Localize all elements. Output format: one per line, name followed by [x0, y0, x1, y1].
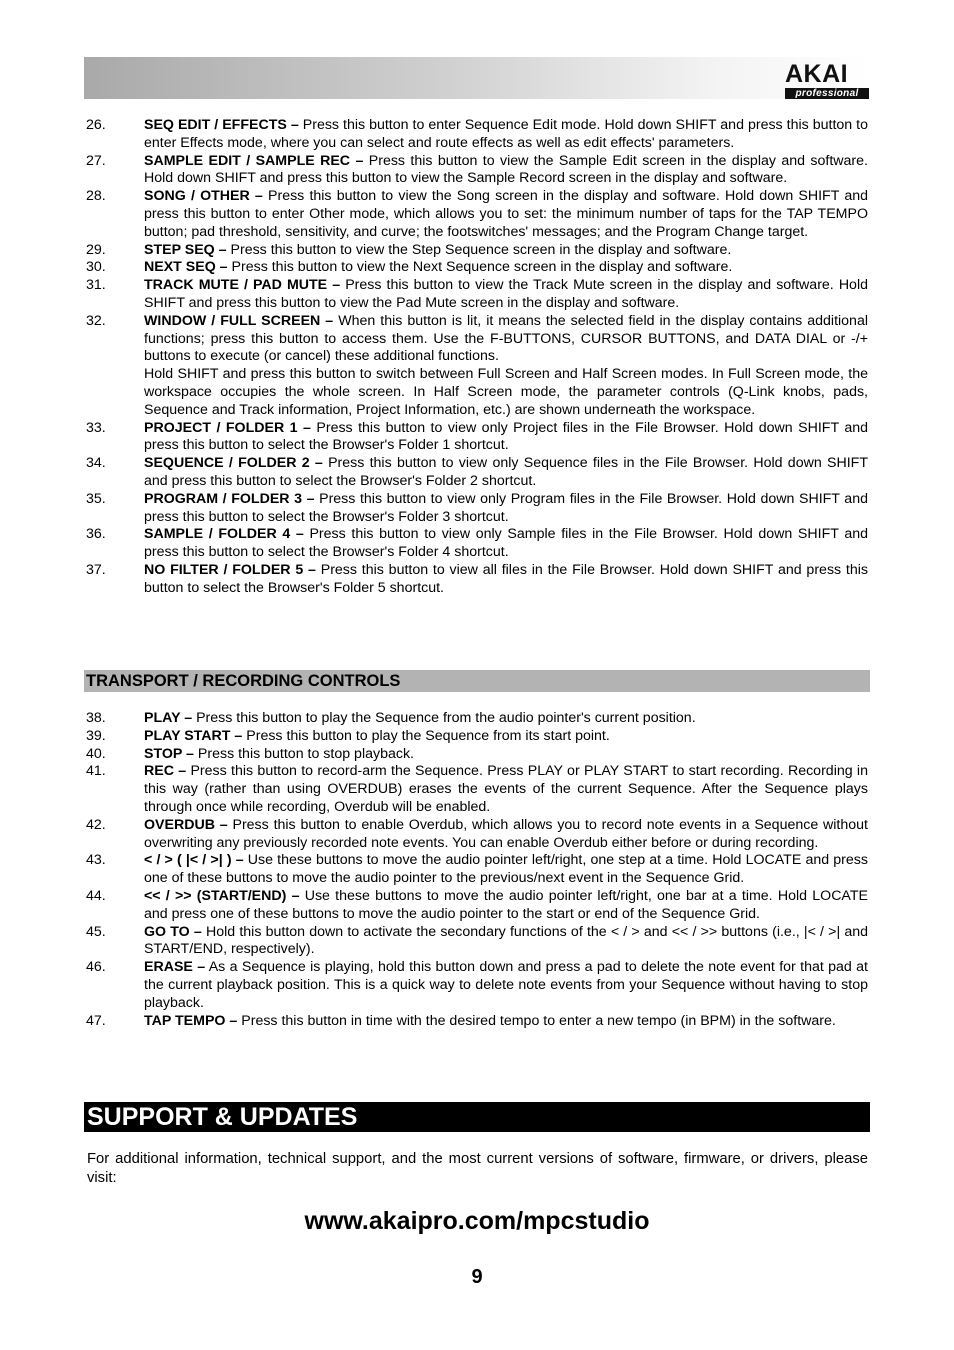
item-description: Use these buttons to move the audio pointer left/right, one bar at a time. Hold LOCATE and press one of these buttons to move the audio pointer to the start or end of the Sequence Grid. [144, 887, 868, 922]
item-text [144, 313, 868, 420]
item-paragraph [144, 117, 868, 153]
item-number: 26. [86, 117, 106, 133]
item-paragraph [144, 277, 868, 313]
item-number: 46. [86, 959, 106, 976]
item-text [144, 1013, 868, 1031]
item-paragraph [144, 242, 868, 260]
item-paragraph [144, 710, 868, 728]
item-title: TAP TEMPO – [144, 1012, 238, 1029]
item-paragraph [144, 746, 868, 764]
item-title: GO TO – [144, 923, 202, 940]
item-paragraph [144, 259, 868, 277]
item-title: TRACK MUTE / PAD MUTE – [144, 277, 341, 294]
item-paragraph [144, 420, 868, 456]
list-item [86, 277, 868, 313]
item-description: Press this button to view the Step Sequence screen in the display and software. [230, 241, 732, 258]
item-paragraph [144, 455, 868, 491]
controls-list-b [86, 710, 868, 1030]
list-item [86, 242, 868, 260]
item-text [144, 817, 868, 853]
item-title: STOP – [144, 745, 194, 762]
item-text [144, 188, 868, 241]
item-paragraph [144, 526, 868, 562]
item-description: When this button is lit, it means the selected field in the display contains additional functions; press this button to access them. Use the F-BUTTONS, CURSOR BUTTONS, and DATA DIAL or -/+ buttons to execute (or cancel) these additional functions. [144, 312, 868, 365]
list-item [86, 924, 868, 960]
item-description: Press this button to view the Sample Edit screen in the display and software. Hold down SHIFT and press this button to view the Sample Record screen in the display and software. [144, 152, 868, 187]
item-description: Press this button to record-arm the Sequence. Press PLAY or PLAY START to start recording. Recording in this way (rather than using OVERDUB) erases the events of the current Sequence. After the Sequence plays through once while recording, Overdub will be enabled. [144, 763, 868, 815]
item-title: NO FILTER / FOLDER 5 – [144, 561, 316, 578]
akai-logo [785, 62, 871, 98]
list-item [86, 728, 868, 746]
page-number: 9 [471, 1266, 483, 1288]
item-description: Press this button to stop playback. [197, 745, 414, 762]
list-item [86, 455, 868, 491]
item-number: 45. [86, 923, 106, 940]
list-item [86, 1013, 868, 1031]
support-section-header [84, 1102, 870, 1132]
item-number: 47. [86, 1012, 106, 1029]
list-item [86, 526, 868, 562]
item-text [144, 728, 868, 746]
support-paragraph: For additional information, technical support, and the most current versions of software, firmware, or drivers, please visit: [87, 1151, 868, 1186]
item-title: OVERDUB – [144, 816, 228, 833]
list-item [86, 817, 868, 853]
item-text [144, 526, 868, 562]
item-description: Press this button to view the Song screen in the display and software. Hold down SHIFT and press this button to enter Other mode, which allows you to set: the minimum number of taps for the TAP TEMPO button; pad threshold, sensitivity, and curve; the footswitches' messages; and the Program Change target. [144, 188, 868, 240]
support-section-title: SUPPORT & UPDATES [87, 1103, 358, 1131]
item-description: Press this button to play the Sequence from its start point. [246, 727, 610, 744]
item-title: SEQUENCE / FOLDER 2 – [144, 455, 323, 472]
item-number: 37. [86, 561, 106, 578]
item-number: 27. [86, 152, 106, 169]
item-text [144, 852, 868, 888]
item-text [144, 763, 868, 816]
item-text [144, 153, 868, 189]
logo-subtitle: professional [785, 88, 869, 99]
item-number: 35. [86, 490, 106, 507]
item-description: Press this button to view the Next Sequence screen in the display and software. [231, 259, 733, 276]
item-title: SEQ EDIT / EFFECTS – [144, 117, 299, 133]
item-description: Press this button to view all files in the File Browser. Hold down SHIFT and press this button to select the Browser's Folder 5 shortcut. [144, 561, 869, 596]
item-title: PLAY START – [144, 727, 243, 744]
list-item [86, 188, 868, 241]
item-title: SONG / OTHER – [144, 188, 263, 205]
item-paragraph [144, 188, 868, 241]
item-description: Hold SHIFT and press this button to switch between Full Screen and Half Screen modes. In Full Screen mode, the workspace occupies the whole screen. In Half Screen mode, the parameter controls (Q-Link knobs, pads, Sequence and Track information, Project Information, etc.) are shown underneath the workspace. [144, 366, 868, 418]
item-paragraph [144, 1013, 868, 1031]
item-description: Press this button to view the Track Mute screen in the display and software. Hold SHIFT and press this button to view the Pad Mute screen in the display and software. [144, 277, 868, 311]
item-number: 32. [86, 312, 106, 329]
item-title: ERASE – [144, 959, 206, 976]
item-description: Press this button to view only Sequence files in the File Browser. Hold down SHIFT and press this button to select the Browser's Folder 2 shortcut. [144, 455, 868, 489]
item-title: PROGRAM / FOLDER 3 – [144, 490, 315, 507]
item-paragraph [144, 562, 868, 598]
item-number: 36. [86, 526, 106, 543]
item-paragraph [144, 491, 868, 527]
item-number: 29. [86, 241, 106, 258]
item-title: < / > ( |< / >| ) – [144, 852, 244, 869]
item-paragraph [144, 366, 868, 419]
item-paragraph [144, 153, 868, 189]
item-text [144, 562, 868, 598]
item-description: Press this button in time with the desired tempo to enter a new tempo (in BPM) in the software. [241, 1012, 836, 1029]
list-item [86, 710, 868, 728]
item-paragraph [144, 763, 868, 816]
item-number: 40. [86, 745, 106, 762]
item-title: PLAY – [144, 710, 193, 726]
list-item [86, 420, 868, 456]
list-item [86, 153, 868, 189]
item-number: 44. [86, 887, 106, 904]
item-paragraph [144, 852, 868, 888]
list-item [86, 852, 868, 888]
item-description: Hold this button down to activate the secondary functions of the < / > and << / >> buttons (i.e., |< / >| and START/END, respectively). [144, 923, 868, 958]
item-text [144, 888, 868, 924]
item-number: 28. [86, 188, 106, 205]
item-title: NEXT SEQ – [144, 259, 228, 276]
item-number: 38. [86, 710, 106, 726]
transport-section-header [84, 670, 870, 692]
list-item [86, 491, 868, 527]
item-text [144, 259, 868, 277]
item-number: 33. [86, 419, 106, 436]
item-title: SAMPLE / FOLDER 4 – [144, 526, 304, 543]
item-description: Press this button to enter Sequence Edit mode. Hold down SHIFT and press this button to enter Effects mode, where you can select and route effects as well as edit effects' parameters. [144, 117, 868, 151]
header-gradient-bar [84, 57, 870, 99]
item-title: WINDOW / FULL SCREEN – [144, 312, 334, 329]
list-item [86, 888, 868, 924]
item-title: SAMPLE EDIT / SAMPLE REC – [144, 152, 364, 169]
list-item [86, 959, 868, 1012]
item-description: Press this button to view only Project files in the File Browser. Hold down SHIFT and press this button to select the Browser's Folder 1 shortcut. [144, 419, 868, 454]
item-description: Press this button to view only Sample files in the File Browser. Hold down SHIFT and press this button to select the Browser's Folder 4 shortcut. [144, 526, 868, 561]
item-text [144, 455, 868, 491]
list-item [86, 117, 868, 153]
item-paragraph [144, 888, 868, 924]
item-number: 39. [86, 727, 106, 744]
item-title: REC – [144, 763, 187, 780]
item-text [144, 242, 868, 260]
item-text [144, 277, 868, 313]
list-item [86, 313, 868, 420]
item-text [144, 420, 868, 456]
controls-list-a [86, 117, 868, 598]
list-item [86, 259, 868, 277]
item-text [144, 924, 868, 960]
list-item [86, 562, 868, 598]
item-text [144, 959, 868, 1012]
transport-section-title: TRANSPORT / RECORDING CONTROLS [86, 672, 401, 690]
item-number: 43. [86, 852, 106, 869]
item-paragraph [144, 313, 868, 366]
item-description: Press this button to enable Overdub, which allows you to record note events in a Sequence without overwriting any previously recorded note events. You can enable Overdub either before or during recording. [144, 816, 868, 851]
item-description: Press this button to view only Program files in the File Browser. Hold down SHIFT and press this button to select the Browser's Folder 3 shortcut. [144, 490, 868, 525]
item-number: 34. [86, 455, 106, 472]
item-text [144, 746, 868, 764]
item-text [144, 491, 868, 527]
item-paragraph [144, 728, 868, 746]
item-number: 41. [86, 763, 106, 780]
item-text [144, 117, 868, 153]
item-title: STEP SEQ – [144, 241, 227, 258]
item-paragraph [144, 817, 868, 853]
item-description: As a Sequence is playing, hold this button down and press a pad to delete the note event for that pad at the current playback position. This is a quick way to delete note events from your Sequence without having to stop playback. [144, 959, 868, 1011]
item-description: Use these buttons to move the audio pointer left/right, one step at a time. Hold LOCATE and press one of these buttons to move the audio pointer to the previous/next event in the Sequence Grid. [144, 852, 868, 887]
list-item [86, 746, 868, 764]
item-paragraph [144, 959, 868, 1012]
item-number: 30. [86, 259, 106, 276]
list-item [86, 763, 868, 816]
support-url-link[interactable]: www.akaipro.com/mpcstudio [304, 1207, 650, 1235]
logo-wordmark: AKAI [785, 60, 849, 88]
item-number: 42. [86, 816, 106, 833]
item-title: << / >> (START/END) – [144, 887, 300, 904]
item-text [144, 710, 868, 728]
item-number: 31. [86, 277, 106, 294]
item-paragraph [144, 924, 868, 960]
item-title: PROJECT / FOLDER 1 – [144, 419, 311, 436]
item-description: Press this button to play the Sequence from the audio pointer's current position. [196, 710, 696, 726]
